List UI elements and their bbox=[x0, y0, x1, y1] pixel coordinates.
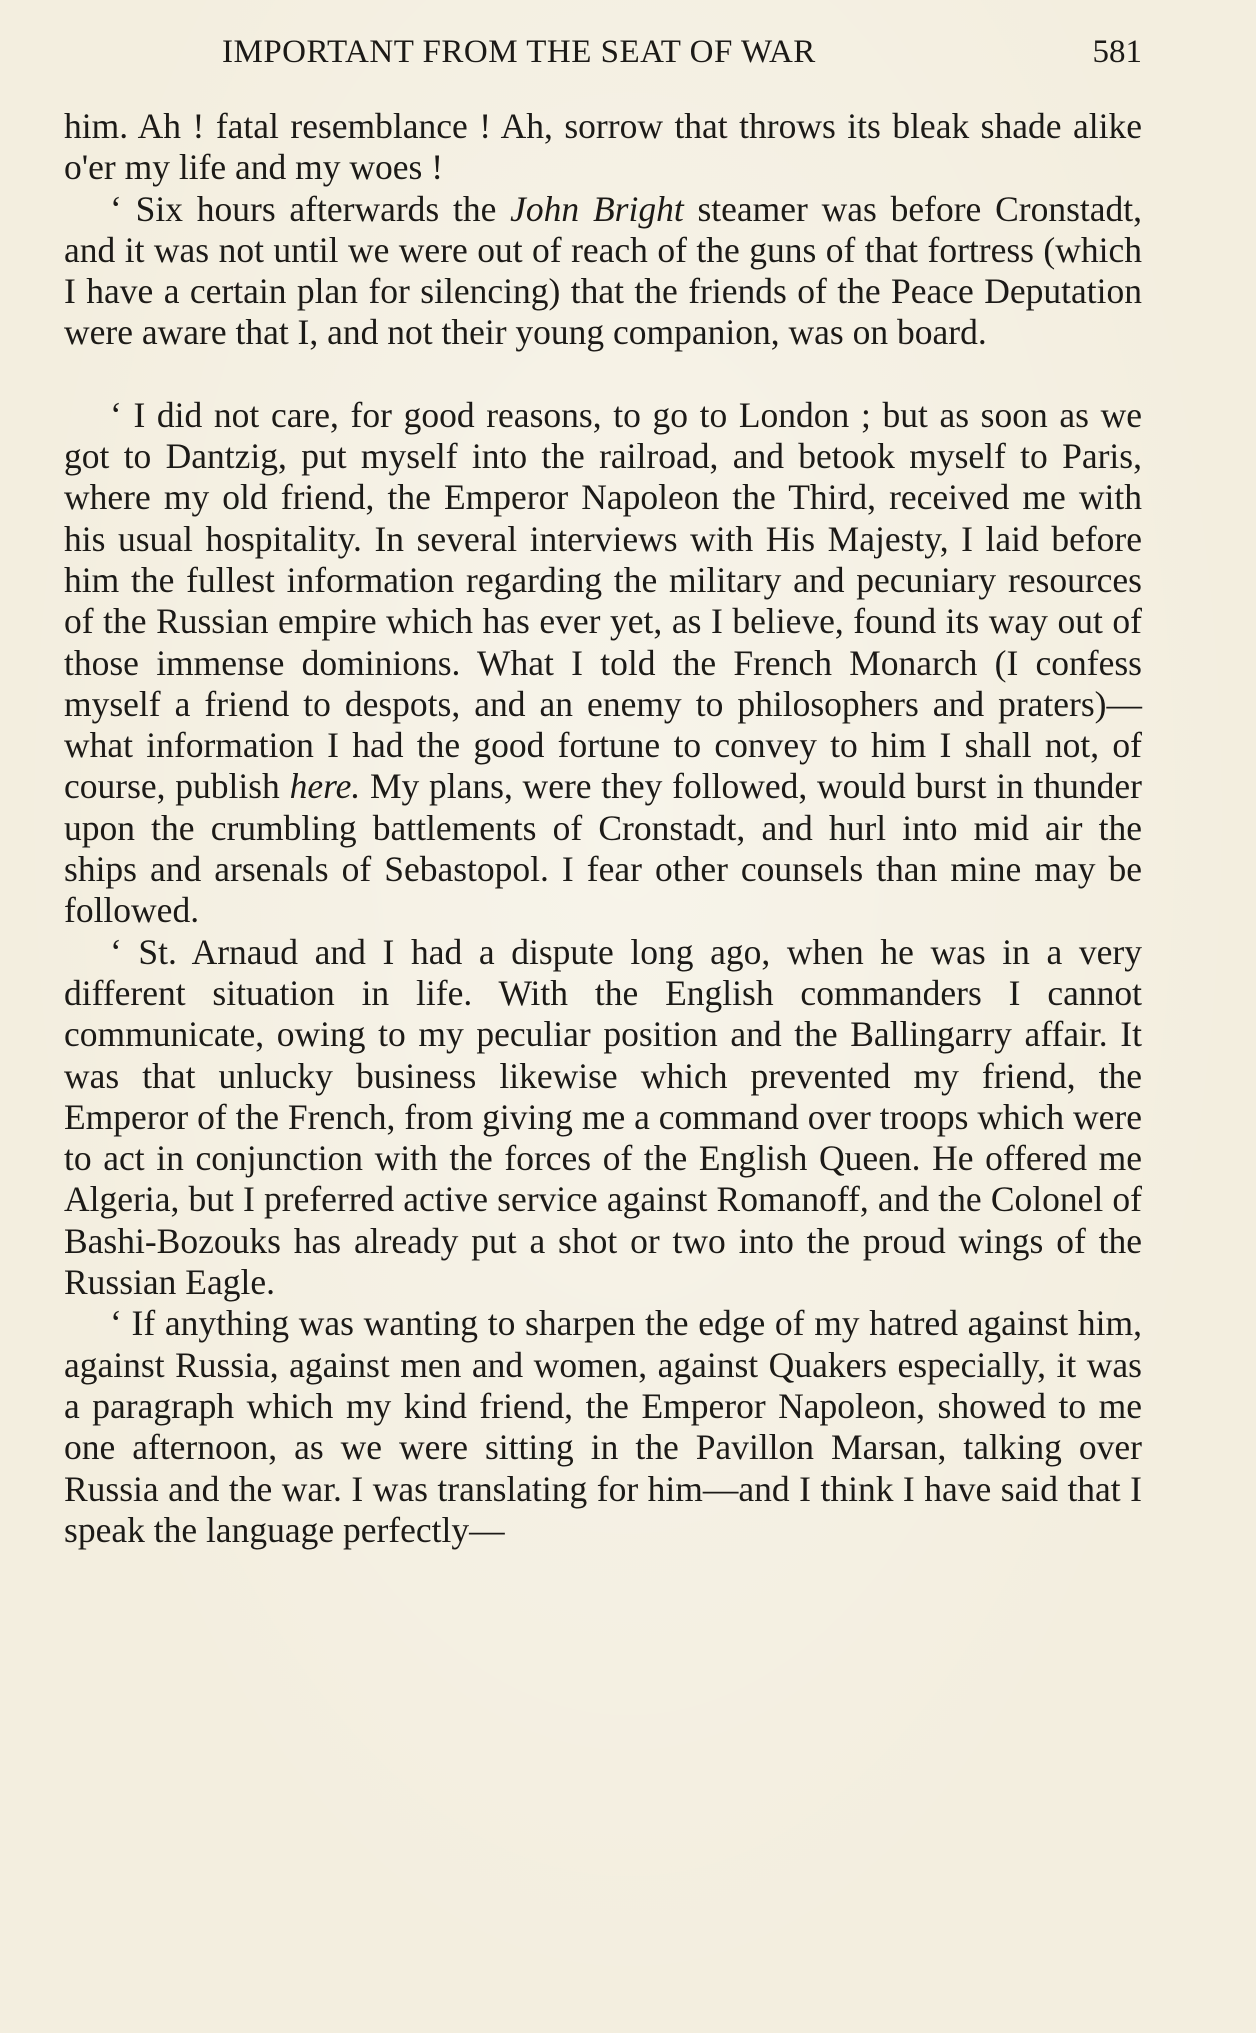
paragraph-2-text-start: ‘ Six hours afterwards the bbox=[110, 188, 511, 229]
paragraph-1-text: him. Ah ! fatal resemblance ! Ah, sorrow that throws its bleak shade alike o'er my life and my woes ! bbox=[64, 106, 1142, 188]
paragraph-3-text-end: My plans, were they followed, would burst in thunder upon the crumbling battlements of Cronstadt, and hurl into mid air the ships and arsenals of Sebastopol. I fear other counsels than mine may be followed. bbox=[64, 766, 1142, 931]
page-number: 581 bbox=[1092, 34, 1142, 70]
running-head bbox=[222, 30, 1142, 74]
running-title: IMPORTANT FROM THE SEAT OF WAR bbox=[222, 34, 816, 70]
paragraph-2-italic-ship-name: John Bright bbox=[510, 188, 684, 229]
body-text bbox=[64, 106, 1142, 1551]
paragraph-5-text: ‘ If anything was wanting to sharpen the edge of my hatred against him, against Russia, against men and women, against Quakers especially, it was a paragraph which my kind friend, the Emperor Napoleon, showed to me one afternoon, as we were sitting in the Pavillon Marsan, talking over Russia and the war. I was translating for him—and I think I have said that I speak the language perfectly— bbox=[64, 1303, 1142, 1550]
paragraph-4 bbox=[64, 932, 1142, 1304]
paragraph-3-text-start: ‘ I did not care, for good reasons, to go to London ; but as soon as we got to Dantzig, put myself into the railroad, and betook myself to Paris, where my old friend, the Emperor Napoleon the Third, received me with his usual hospitality. In several interviews with His Majesty, I laid before him the fullest information regarding the military and pecuniary resources of the Russian empire which has ever yet, as I believe, found its way out of those immense dominions. What I told the French Monarch (I confess myself a friend to despots, and an enemy to philosophers and praters)—what information I had the good fortune to convey to him I shall not, of course, publish bbox=[64, 394, 1142, 807]
paragraph-5 bbox=[64, 1303, 1142, 1551]
paragraph-2-text-end: steamer was before Cronstadt, and it was not until we were out of reach of the guns of that fortress (which I have a certain plan for silencing) that the friends of the Peace Deputation were aware that I, and not their young companion, was on board. bbox=[64, 188, 1143, 353]
paragraph-3-italic-word: here. bbox=[289, 766, 361, 807]
paragraph-4-text: ‘ St. Arnaud and I had a dispute long ago, when he was in a very different situation in life. With the English commanders I cannot communicate, owing to my peculiar position and the Ballingarry affair. It was that unlucky business likewise which prevented my friend, the Emperor of the French, from giving me a command over troops which were to act in conjunction with the forces of the English Queen. He offered me Algeria, but I preferred active service against Romanoff, and the Colonel of Bashi-Bozouks has already put a shot or two into the proud wings of the Russian Eagle. bbox=[64, 931, 1142, 1303]
paragraph-2 bbox=[64, 189, 1142, 354]
paragraph-3 bbox=[64, 395, 1142, 932]
paragraph-1 bbox=[64, 106, 1142, 189]
